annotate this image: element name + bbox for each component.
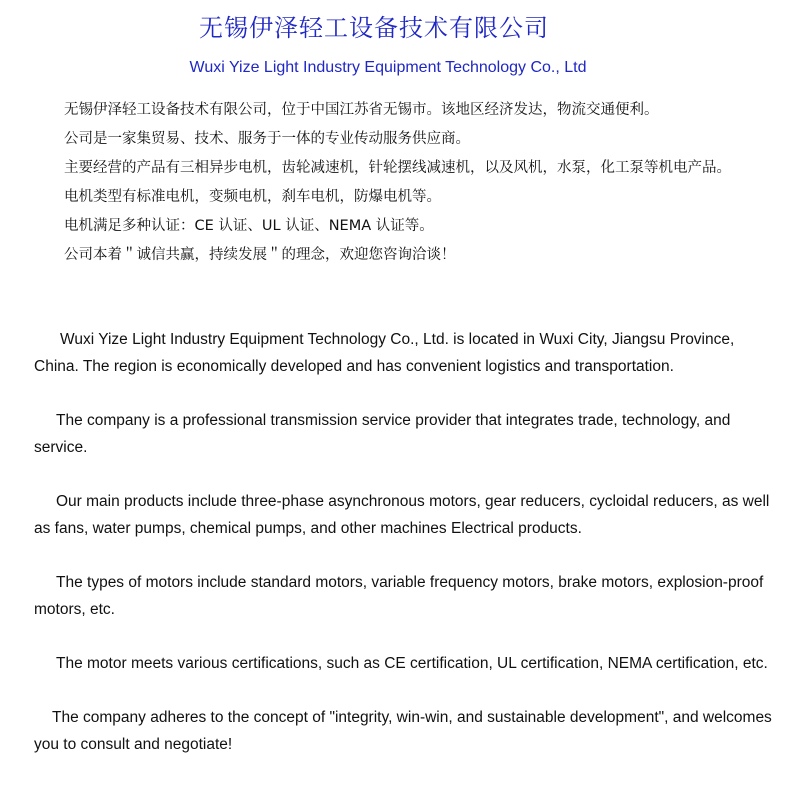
cn-paragraph-philosophy: 公司本着＂诚信共赢，持续发展＂的理念，欢迎您咨询洽谈！ xyxy=(64,247,456,263)
company-title-english: Wuxi Yize Light Industry Equipment Technology Co., Ltd xyxy=(189,59,587,76)
cn-paragraph-products: 主要经营的产品有三相异步电机，齿轮减速机，针轮摆线减速机，以及风机，水泵，化工泵等机电产品。 xyxy=(64,160,731,176)
en-paragraph-philosophy: The company adheres to the concept of "integrity, win-win, and sustainable development", and welcomes you to consult and negotiate! xyxy=(34,709,772,753)
en-paragraph-motor-types: The types of motors include standard motors, variable frequency motors, brake motors, explosion-proof motors, etc. xyxy=(34,574,764,618)
english-intro-section xyxy=(34,326,774,758)
cn-paragraph-certifications: 电机满足多种认证：CE 认证、UL 认证、NEMA 认证等。 xyxy=(64,218,434,234)
chinese-intro-section xyxy=(34,96,774,270)
en-paragraph-certifications: The motor meets various certifications, such as CE certification, UL certification, NEMA certification, etc. xyxy=(56,655,768,672)
cn-paragraph-motor-types: 电机类型有标准电机，变频电机，刹车电机，防爆电机等。 xyxy=(64,189,441,205)
en-paragraph-products: Our main products include three-phase asynchronous motors, gear reducers, cycloidal reducers, as well as fans, water pumps, chemical pumps, and other machines Electrical products. xyxy=(34,493,770,537)
en-paragraph-profile: The company is a professional transmission service provider that integrates trade, technology, and service. xyxy=(34,412,731,456)
cn-paragraph-location: 无锡伊泽轻工设备技术有限公司，位于中国江苏省无锡市。该地区经济发达，物流交通便利。 xyxy=(64,102,659,118)
cn-paragraph-profile: 公司是一家集贸易、技术、服务于一体的专业传动服务供应商。 xyxy=(64,131,470,147)
en-paragraph-location: Wuxi Yize Light Industry Equipment Technology Co., Ltd. is located in Wuxi City, Jiangsu Province, China. The region is economically developed and has convenient logistics and transportation. xyxy=(34,331,735,375)
company-title-chinese: 无锡伊泽轻工设备技术有限公司 xyxy=(199,14,549,42)
